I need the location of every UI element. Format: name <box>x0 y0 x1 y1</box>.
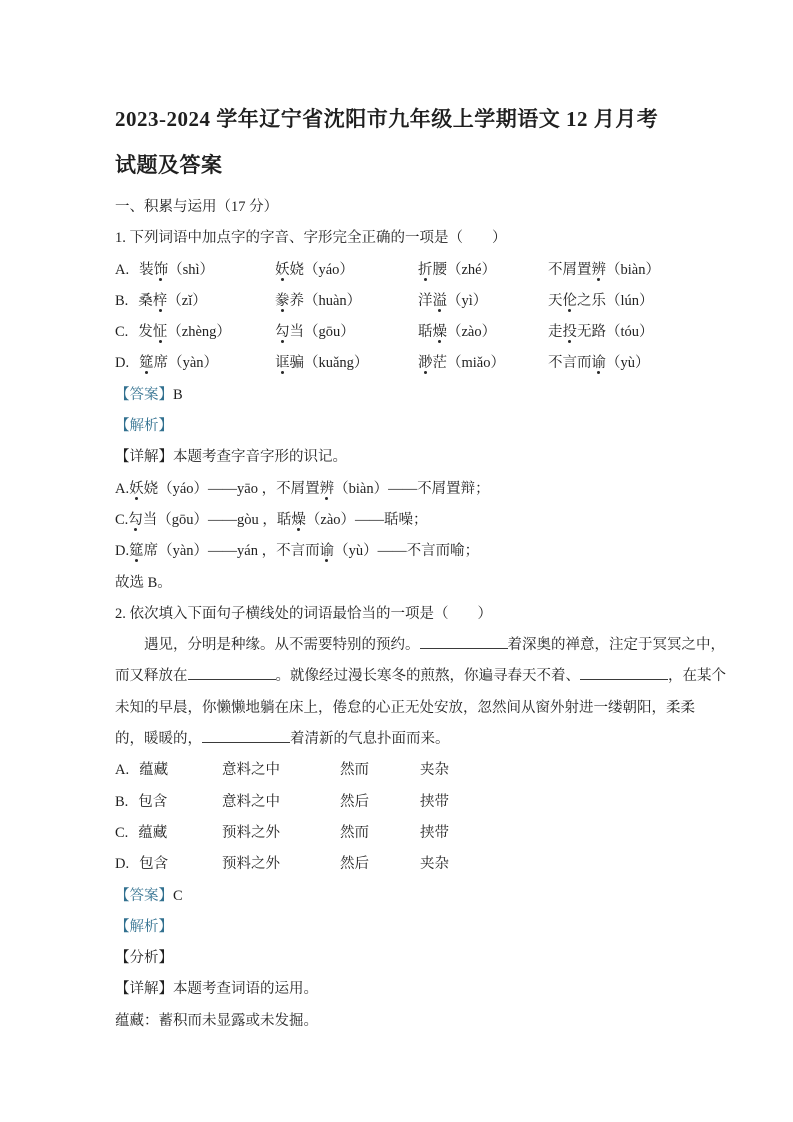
q2-note-line: 蕴藏：蓄积而未显露或未发掘。 <box>115 1012 318 1029</box>
emphasized-char: 饰 <box>153 261 169 278</box>
text-segment: 骗 <box>289 355 304 372</box>
emphasized-char: 豢 <box>275 292 290 309</box>
option-word <box>275 255 418 286</box>
text-segment: 着清新的气息扑面而来。 <box>290 731 450 748</box>
q2-fenxi-line: 【分析】 <box>115 950 173 967</box>
option-word <box>418 255 548 286</box>
option-word: 意料之中 <box>222 793 280 810</box>
q2-stem: 2. 依次填入下面句子横线处的词语最恰当的一项是（ ） <box>115 605 492 622</box>
q2-option-row-a <box>115 755 681 786</box>
text-segment: （zǐ） <box>167 292 207 309</box>
option-label: D. <box>115 355 130 372</box>
q1-option-d-cell1 <box>115 348 275 379</box>
text-segment: 。就像经过漫长寒冬的煎熬，你遍寻春天不着、 <box>275 668 580 685</box>
q2-answer-line <box>115 881 681 912</box>
q2-option-b-cell1 <box>115 787 222 818</box>
answer-value: C <box>173 887 183 904</box>
document-page <box>115 96 726 1037</box>
text-segment: 而又释放在 <box>115 668 188 685</box>
option-word <box>138 293 206 309</box>
blank-underline <box>188 665 276 681</box>
emphasized-char: 妖 <box>129 480 144 497</box>
emphasized-char: 筵 <box>139 355 154 372</box>
text-segment: （gōu） <box>304 324 355 341</box>
text-segment: 娆（yáo）——yāo ，不屑置 <box>143 480 320 497</box>
text-segment: 席 <box>153 355 169 372</box>
text-segment: 走 <box>548 324 563 341</box>
option-word: 挟带 <box>420 793 449 810</box>
option-word: 然而 <box>340 824 369 841</box>
text-segment: 之乐（lún） <box>577 292 654 309</box>
option-word <box>418 348 548 379</box>
emphasized-char: 燥 <box>291 511 306 528</box>
text-segment: 无路（tóu） <box>577 324 654 341</box>
text-segment: （zhé） <box>447 261 497 278</box>
text-segment: （huàn） <box>304 292 362 309</box>
q1-option-c-cell1 <box>115 317 275 348</box>
blank-underline <box>202 728 290 744</box>
option-word: 挟带 <box>420 824 449 841</box>
q2-paragraph-line <box>115 693 695 724</box>
option-word <box>548 255 681 286</box>
q1-analysis-line <box>115 411 681 442</box>
text-segment: （shì） <box>168 261 215 278</box>
q1-detail-line: 【详解】本题考查字音字形的识记。 <box>115 449 347 466</box>
q1-option-b-cell1 <box>115 286 275 317</box>
q1-option-row-d <box>115 348 681 379</box>
emphasized-char: 伦 <box>562 292 577 309</box>
text-segment: 茫 <box>432 355 447 372</box>
emphasized-char: 怔 <box>152 324 168 341</box>
text-segment: （kuǎng） <box>304 355 369 372</box>
option-word <box>275 348 418 379</box>
option-label: C. <box>115 324 129 341</box>
option-label: A. <box>115 261 130 278</box>
q1-option-row-b <box>115 286 681 317</box>
text-segment: （miǎo） <box>447 355 505 372</box>
text-segment: （zhèng） <box>167 324 231 341</box>
blank-underline <box>580 665 668 681</box>
text-segment: （yù） <box>606 355 650 372</box>
option-word <box>548 317 681 348</box>
q1-answer-line <box>115 380 681 411</box>
emphasized-char: 妖 <box>275 261 290 278</box>
text-segment: （biàn） <box>606 261 660 278</box>
text-segment: 娆 <box>289 261 304 278</box>
emphasized-char: 溢 <box>432 292 447 309</box>
text-segment: 着深奥的禅意，注定于冥冥之中， <box>507 637 725 654</box>
q2-paragraph-line <box>115 724 681 755</box>
option-word: 预料之外 <box>222 856 280 873</box>
q1-explain-line-a <box>115 474 681 505</box>
text-segment: （yáo） <box>304 261 354 278</box>
q2-paragraph-line <box>115 661 726 692</box>
option-label: B. <box>115 793 129 810</box>
answer-label: 【答案】 <box>115 386 173 403</box>
option-word <box>139 262 214 278</box>
text-segment: 当（gōu）——gòu ，聒 <box>142 511 292 528</box>
q2-option-a-cell1 <box>115 755 222 786</box>
blank-underline <box>420 634 508 650</box>
text-segment: 的，暖暖的， <box>115 731 202 748</box>
answer-label: 【答案】 <box>115 887 173 904</box>
emphasized-char: 诓 <box>275 355 290 372</box>
q2-paragraph-line <box>115 630 725 661</box>
option-label: B. <box>115 292 129 309</box>
q1-option-row-c <box>115 317 681 348</box>
emphasized-char: 谕 <box>591 355 606 372</box>
option-word <box>275 286 418 317</box>
option-word: 包含 <box>138 793 168 810</box>
analysis-label: 【解析】 <box>115 918 173 935</box>
option-label: A. <box>115 762 130 779</box>
option-word <box>418 317 548 348</box>
option-word: 然后 <box>340 856 369 873</box>
q2-option-row-b <box>115 787 681 818</box>
q2-detail-line: 【详解】本题考查词语的运用。 <box>115 981 318 998</box>
text-segment: A. <box>115 480 130 497</box>
text-segment: ，在某个 <box>668 668 726 685</box>
option-word: 夹杂 <box>420 762 449 779</box>
text-segment: 桑 <box>138 292 153 309</box>
option-word <box>548 348 681 379</box>
option-word: 意料之中 <box>222 762 280 779</box>
emphasized-char: 筵 <box>129 543 144 560</box>
q1-explain-line-d <box>115 536 681 567</box>
q2-option-row-c <box>115 818 681 849</box>
emphasized-char: 梓 <box>152 292 168 309</box>
text-segment: 装 <box>139 261 154 278</box>
option-word: 然后 <box>340 793 369 810</box>
text-segment: （zào） <box>447 324 497 341</box>
text-segment: D. <box>115 543 130 560</box>
emphasized-char: 勾 <box>275 324 290 341</box>
emphasized-char: 勾 <box>128 511 143 528</box>
text-segment: 不言而 <box>548 355 592 372</box>
emphasized-char: 渺 <box>418 355 433 372</box>
option-label: C. <box>115 824 129 841</box>
text-segment: （zào）——聒噪； <box>305 511 428 528</box>
emphasized-char: 燥 <box>432 324 447 341</box>
emphasized-char: 投 <box>562 324 577 341</box>
q1-stem: 1. 下列词语中加点字的字音、字形完全正确的一项是（ ） <box>115 230 507 247</box>
emphasized-char: 辨 <box>591 261 606 278</box>
text-segment: 未知的早晨，你懒懒地躺在床上，倦怠的心正无处安放，忽然间从窗外射进一缕朝阳，柔柔 <box>115 699 695 716</box>
text-segment: （yì） <box>447 292 488 309</box>
option-word <box>275 317 418 348</box>
text-segment: 聒 <box>418 324 433 341</box>
analysis-label: 【解析】 <box>115 418 173 435</box>
text-segment: 发 <box>138 324 153 341</box>
q2-option-c-cell1 <box>115 818 222 849</box>
q2-option-row-d <box>115 849 681 880</box>
text-segment: （yù）——不言而喻； <box>334 543 480 560</box>
q1-conclusion-line: 故选 B。 <box>115 574 172 591</box>
option-word: 蕴藏 <box>138 824 168 841</box>
option-word <box>139 355 218 371</box>
text-segment: （yàn） <box>168 355 219 372</box>
answer-value: B <box>173 386 183 403</box>
emphasized-char: 辨 <box>319 480 335 497</box>
option-word <box>548 286 681 317</box>
page-title-line1: 2023-2024 学年辽宁省沈阳市九年级上学期语文 12 月月考 <box>115 107 659 131</box>
q2-option-d-cell1 <box>115 849 222 880</box>
text-segment: C. <box>115 511 129 528</box>
q1-option-row-a <box>115 255 681 286</box>
text-segment: 腰 <box>432 261 447 278</box>
emphasized-char: 折 <box>418 261 433 278</box>
text-segment: 天 <box>548 292 563 309</box>
option-word: 预料之外 <box>222 824 280 841</box>
q1-option-a-cell1 <box>115 255 275 286</box>
option-word <box>418 286 548 317</box>
text-segment: 洋 <box>418 292 433 309</box>
option-word: 然而 <box>340 762 369 779</box>
q2-analysis-line <box>115 912 681 943</box>
section-heading: 一、积累与运用（17 分） <box>115 199 279 215</box>
text-segment: 当 <box>289 324 304 341</box>
option-word: 蕴藏 <box>139 762 169 779</box>
text-segment: 遇见，分明是种缘。从不需要特别的预约。 <box>144 637 420 654</box>
emphasized-char: 谕 <box>319 543 335 560</box>
option-word: 夹杂 <box>420 856 449 873</box>
text-segment: 席（yàn）——yán ，不言而 <box>143 543 320 560</box>
text-segment: 养 <box>289 292 304 309</box>
option-word <box>138 324 231 340</box>
document-body <box>115 192 726 1037</box>
option-word: 包含 <box>139 856 169 873</box>
text-segment: （biàn）——不屑置辩； <box>334 480 490 497</box>
q1-explain-line-c <box>115 505 681 536</box>
page-title-line2: 试题及答案 <box>115 153 223 177</box>
text-segment: 不屑置 <box>548 261 592 278</box>
option-label: D. <box>115 856 130 873</box>
